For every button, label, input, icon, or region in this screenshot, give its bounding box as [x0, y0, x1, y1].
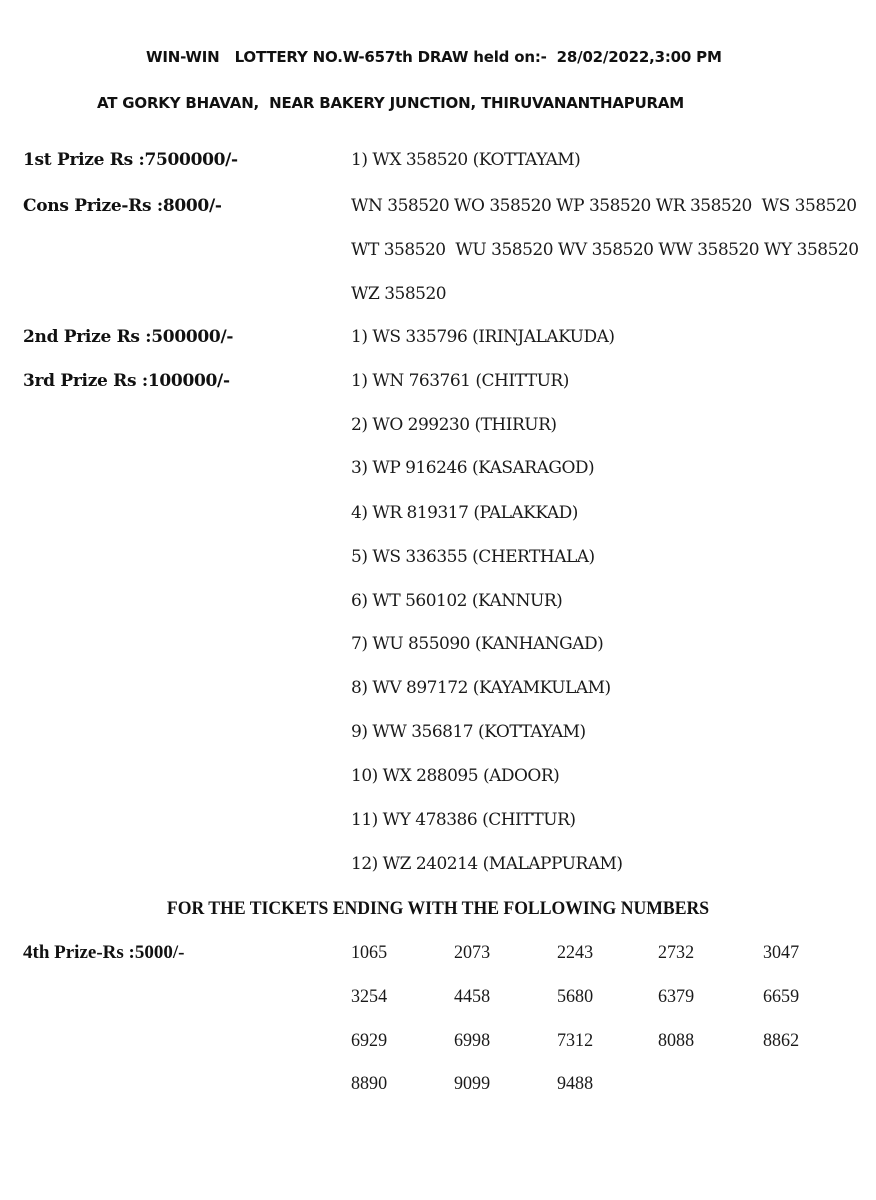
fourth-prize-number: 8890: [351, 1073, 388, 1094]
fourth-prize-number: 9099: [454, 1073, 491, 1094]
fourth-prize-number: 9488: [557, 1073, 594, 1094]
fourth-prize-label: 4th Prize-Rs :5000/-: [23, 942, 185, 963]
first-prize-winner: 1) WX 358520 (KOTTAYAM): [351, 150, 581, 170]
fourth-prize-number: 3047: [763, 942, 800, 963]
fourth-prize-number: 2732: [658, 942, 695, 963]
fourth-prize-number: 2243: [557, 942, 594, 963]
third-prize-winner: 2) WO 299230 (THIRUR): [351, 415, 557, 435]
third-prize-winner: 1) WN 763761 (CHITTUR): [351, 371, 569, 391]
fourth-prize-number: 7312: [557, 1030, 594, 1051]
fourth-prize-number: 1065: [351, 942, 388, 963]
cons-prize-line: WZ 358520: [351, 284, 447, 304]
endings-heading: FOR THE TICKETS ENDING WITH THE FOLLOWING NUMBERS: [166, 898, 710, 919]
fourth-prize-number: 8088: [658, 1030, 695, 1051]
third-prize-winner: 3) WP 916246 (KASARAGOD): [351, 458, 595, 478]
third-prize-winner: 12) WZ 240214 (MALAPPURAM): [351, 854, 623, 874]
draw-title: WIN-WIN LOTTERY NO.W-657th DRAW held on:- 28/02/2022,3:00 PM: [146, 48, 722, 66]
third-prize-winner: 5) WS 336355 (CHERTHALA): [351, 547, 595, 567]
third-prize-winner: 7) WU 855090 (KANHANGAD): [351, 634, 604, 654]
third-prize-winner: 10) WX 288095 (ADOOR): [351, 766, 560, 786]
fourth-prize-number: 8862: [763, 1030, 800, 1051]
fourth-prize-number: 6379: [658, 986, 695, 1007]
third-prize-label: 3rd Prize Rs :100000/-: [23, 371, 230, 391]
fourth-prize-number: 5680: [557, 986, 594, 1007]
second-prize-label: 2nd Prize Rs :500000/-: [23, 327, 234, 347]
cons-prize-label: Cons Prize-Rs :8000/-: [23, 196, 222, 216]
draw-venue: AT GORKY BHAVAN, NEAR BAKERY JUNCTION, THIRUVANANTHAPURAM: [97, 94, 685, 112]
fourth-prize-number: 4458: [454, 986, 491, 1007]
third-prize-winner: 6) WT 560102 (KANNUR): [351, 591, 563, 611]
cons-prize-line: WT 358520 WU 358520 WV 358520 WW 358520 WY 358520: [351, 240, 859, 260]
third-prize-winner: 8) WV 897172 (KAYAMKULAM): [351, 678, 611, 698]
cons-prize-line: WN 358520 WO 358520 WP 358520 WR 358520 WS 358520: [351, 196, 857, 216]
third-prize-winner: 9) WW 356817 (KOTTAYAM): [351, 722, 586, 742]
fourth-prize-number: 3254: [351, 986, 388, 1007]
fourth-prize-number: 6929: [351, 1030, 388, 1051]
fourth-prize-number: 2073: [454, 942, 491, 963]
second-prize-winner: 1) WS 335796 (IRINJALAKUDA): [351, 327, 615, 347]
third-prize-winner: 4) WR 819317 (PALAKKAD): [351, 503, 578, 523]
fourth-prize-number: 6998: [454, 1030, 491, 1051]
first-prize-label: 1st Prize Rs :7500000/-: [23, 150, 238, 170]
third-prize-winner: 11) WY 478386 (CHITTUR): [351, 810, 576, 830]
fourth-prize-number: 6659: [763, 986, 800, 1007]
